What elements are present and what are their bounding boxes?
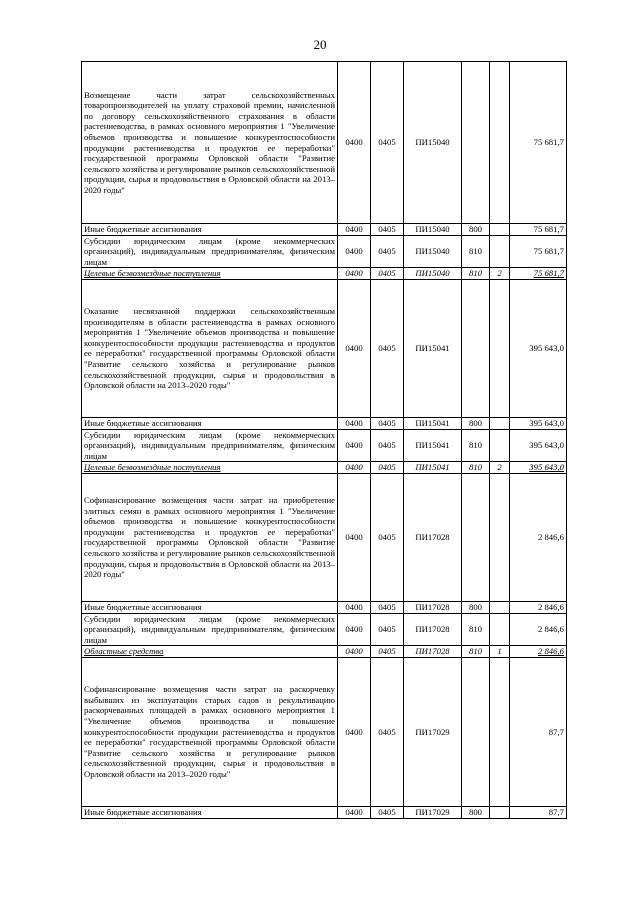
target-article-code: ПИ15041 <box>404 429 462 462</box>
row-description: Целевые безвозмездные поступления <box>82 462 338 474</box>
amount: 2 846,6 <box>510 601 567 613</box>
amount: 395 643,0 <box>510 279 567 417</box>
row-description: Иные бюджетные ассигнования <box>82 601 338 613</box>
expense-type-code: 810 <box>462 613 490 646</box>
subsection-code: 0405 <box>371 601 404 613</box>
table-row <box>82 62 567 224</box>
expense-type-code: 810 <box>462 268 490 280</box>
row-description: Субсидии юридическим лицам (кроме некоммерческих организаций), индивидуальным предпринимателям, физическим лицам <box>82 429 338 462</box>
ministry-code: 0400 <box>338 224 371 236</box>
ministry-code: 0400 <box>338 601 371 613</box>
target-article-code: ПИ15041 <box>404 417 462 429</box>
funding-source-code <box>490 601 510 613</box>
row-description: Иные бюджетные ассигнования <box>82 417 338 429</box>
ministry-code: 0400 <box>338 806 371 818</box>
amount: 87,7 <box>510 657 567 806</box>
ministry-code: 0400 <box>338 268 371 280</box>
subsection-code: 0405 <box>371 613 404 646</box>
row-description: Возмещение части затрат сельскохозяйственных товаропроизводителей на уплату страховой премии, начисленной по договору сельскохозяйственного страхования в области растениеводства, в рамках основного мероприятия 1 "Увеличение объемов производства и повышение конкурентоспособности продукции растениеводства и продуктов ее переработки" государственной программы Орловской области "Развитие сельского хозяйства и регулирование рынков сельскохозяйственной продукции, сырья и продовольствия в Орловской области на 2013–2020 годы" <box>82 62 338 224</box>
target-article-code: ПИ17028 <box>404 473 462 601</box>
amount: 395 643,0 <box>510 429 567 462</box>
funding-source-code <box>490 62 510 224</box>
table-row <box>82 473 567 601</box>
target-article-code: ПИ15041 <box>404 462 462 474</box>
table-row <box>82 235 567 268</box>
amount: 2 846,6 <box>510 473 567 601</box>
target-article-code: ПИ17028 <box>404 601 462 613</box>
funding-source-code: 1 <box>490 646 510 658</box>
table-row <box>82 268 567 280</box>
table-row <box>82 417 567 429</box>
amount: 75 681,7 <box>510 224 567 236</box>
table-row <box>82 462 567 474</box>
subsection-code: 0405 <box>371 473 404 601</box>
target-article-code: ПИ17029 <box>404 806 462 818</box>
row-description: Субсидии юридическим лицам (кроме некоммерческих организаций), индивидуальным предпринимателям, физическим лицам <box>82 613 338 646</box>
subsection-code: 0405 <box>371 462 404 474</box>
table-row <box>82 429 567 462</box>
funding-source-code <box>490 417 510 429</box>
target-article-code: ПИ17028 <box>404 613 462 646</box>
ministry-code: 0400 <box>338 417 371 429</box>
funding-source-code <box>490 279 510 417</box>
amount: 75 681,7 <box>510 235 567 268</box>
expense-type-code: 800 <box>462 601 490 613</box>
funding-source-code <box>490 429 510 462</box>
row-description: Оказание несвязанной поддержки сельскохозяйственным производителям в области растениеводства в рамках основного мероприятия 1 "Увеличение объемов производства и повышение конкурентоспособности продукции растениеводства и продуктов ее переработки" государственной программы Орловской области "Развитие сельского хозяйства и регулирование рынков сельскохозяйственной продукции, сырья и продовольствия в Орловской области на 2013–2020 годы" <box>82 279 338 417</box>
funding-source-code <box>490 613 510 646</box>
ministry-code: 0400 <box>338 235 371 268</box>
ministry-code: 0400 <box>338 613 371 646</box>
ministry-code: 0400 <box>338 646 371 658</box>
expense-type-code: 810 <box>462 646 490 658</box>
amount: 2 846,6 <box>510 613 567 646</box>
subsection-code: 0405 <box>371 235 404 268</box>
row-description: Иные бюджетные ассигнования <box>82 806 338 818</box>
subsection-code: 0405 <box>371 224 404 236</box>
expense-type-code: 810 <box>462 462 490 474</box>
ministry-code: 0400 <box>338 62 371 224</box>
expense-type-code <box>462 279 490 417</box>
target-article-code: ПИ15040 <box>404 62 462 224</box>
target-article-code: ПИ15040 <box>404 235 462 268</box>
ministry-code: 0400 <box>338 473 371 601</box>
target-article-code: ПИ15040 <box>404 268 462 280</box>
row-description: Областные средства <box>82 646 338 658</box>
row-description: Иные бюджетные ассигнования <box>82 224 338 236</box>
ministry-code: 0400 <box>338 279 371 417</box>
funding-source-code <box>490 235 510 268</box>
expense-type-code: 800 <box>462 224 490 236</box>
funding-source-code: 2 <box>490 462 510 474</box>
expense-type-code: 810 <box>462 429 490 462</box>
table-row <box>82 601 567 613</box>
target-article-code: ПИ17029 <box>404 657 462 806</box>
row-description: Субсидии юридическим лицам (кроме некоммерческих организаций), индивидуальным предпринимателям, физическим лицам <box>82 235 338 268</box>
ministry-code: 0400 <box>338 657 371 806</box>
ministry-code: 0400 <box>338 429 371 462</box>
expense-type-code <box>462 473 490 601</box>
amount: 395 643,0 <box>510 417 567 429</box>
subsection-code: 0405 <box>371 279 404 417</box>
subsection-code: 0405 <box>371 62 404 224</box>
row-description: Софинансирование возмещения части затрат на раскорчевку выбывших из эксплуатации старых садов и рекультивацию раскорчеванных площадей в рамках основного мероприятия 1 "Увеличение объемов производства и повышение конкурентоспособности продукции растениеводства и продуктов ее переработки" государственной программы Орловской области "Развитие сельского хозяйства и регулирование рынков сельскохозяйственной продукции, сырья и продовольствия в Орловской области на 2013–2020 годы" <box>82 657 338 806</box>
expense-type-code: 800 <box>462 417 490 429</box>
expense-type-code: 810 <box>462 235 490 268</box>
amount: 75 681,7 <box>510 62 567 224</box>
row-description: Целевые безвозмездные поступления <box>82 268 338 280</box>
subsection-code: 0405 <box>371 657 404 806</box>
amount: 2 846,6 <box>510 646 567 658</box>
table-row <box>82 646 567 658</box>
expense-type-code <box>462 657 490 806</box>
row-description: Софинансирование возмещения части затрат на приобретение элитных семян в рамках основного мероприятия 1 "Увеличение объемов производства и повышение конкурентоспособности продукции растениеводства и продуктов ее переработки" государственной программы Орловской области "Развитие сельского хозяйства и регулирование рынков сельскохозяйственной продукции, сырья и продовольствия в Орловской области на 2013–2020 годы" <box>82 473 338 601</box>
target-article-code: ПИ15041 <box>404 279 462 417</box>
table-row <box>82 657 567 806</box>
table-row <box>82 806 567 818</box>
funding-source-code: 2 <box>490 268 510 280</box>
page-number: 20 <box>313 37 327 52</box>
amount: 75 681,7 <box>510 268 567 280</box>
table-row <box>82 279 567 417</box>
expense-type-code: 800 <box>462 806 490 818</box>
expense-type-code <box>462 62 490 224</box>
amount: 87,7 <box>510 806 567 818</box>
subsection-code: 0405 <box>371 417 404 429</box>
target-article-code: ПИ17028 <box>404 646 462 658</box>
table-row <box>82 224 567 236</box>
ministry-code: 0400 <box>338 462 371 474</box>
funding-source-code <box>490 473 510 601</box>
amount: 395 643,0 <box>510 462 567 474</box>
funding-source-code <box>490 806 510 818</box>
subsection-code: 0405 <box>371 646 404 658</box>
subsection-code: 0405 <box>371 429 404 462</box>
subsection-code: 0405 <box>371 806 404 818</box>
budget-table <box>81 61 567 819</box>
target-article-code: ПИ15040 <box>404 224 462 236</box>
subsection-code: 0405 <box>371 268 404 280</box>
table-row <box>82 613 567 646</box>
funding-source-code <box>490 224 510 236</box>
funding-source-code <box>490 657 510 806</box>
